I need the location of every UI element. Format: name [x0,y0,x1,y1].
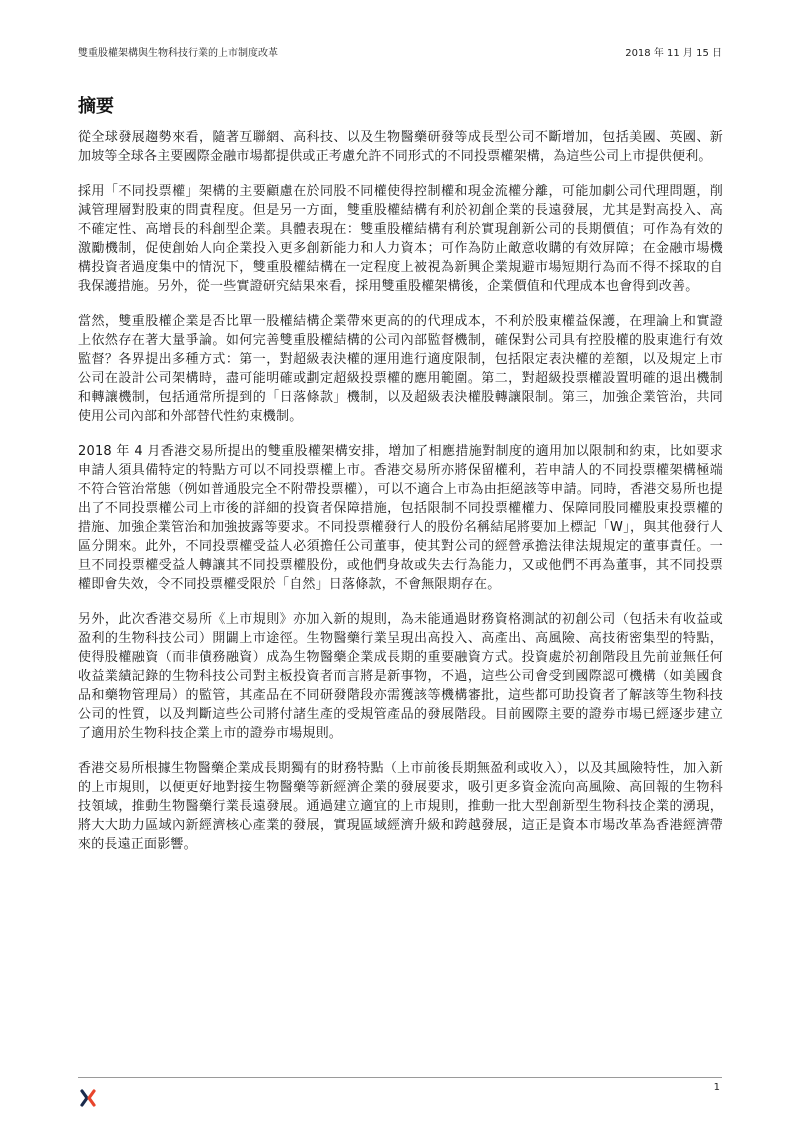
document-body [78,128,723,870]
paragraph-5: 另外，此次香港交易所《上市規則》亦加入新的規則，為未能通過財務資格測試的初創公司（包括未有收益或盈利的生物科技公司）開闢上市途徑。生物醫藥行業呈現出高投入、高產出、高風險、高技術密集型的特點，使得股權融資（而非債務融資）成為生物醫藥企業成長期的重要融資方式。投資處於初創階段且先前並無任何收益業績記錄的生物科技公司對主板投資者而言將是新事物，不過，這些公司會受到國際認可機構（如美國食品和藥物管理局）的監管，其產品在不同研發階段亦需獲該等機構審批，這些都可助投資者了解該等生物科技公司的性質，以及判斷這些公司將付諸生產的受規管產品的發展階段。目前國際主要的證券市場已經逐步建立了適用於生物科技企業上市的證券市場規則。 [78,612,723,741]
paragraph-3: 當然，雙重股權企業是否比單一股權結構企業帶來更高的的代理成本，不利於股東權益保護，在理論上和實證上依然存在著大量爭論。如何完善雙重股權結構的公司內部監督機制，確保對公司具有控股權的股東進行有效監督？各界提出多種方式：第一，對超級表決權的運用進行適度限制，包括限定表決權的差額，以及規定上市公司在設計公司架構時，盡可能明確或劃定超級投票權的應用範圍。第二，對超級投票權設置明確的退出機制和轉讓機制，包括通常所提到的「日落條款」機制，以及超級表決權股轉讓限制。第三，加強企業管治，共同使用公司內部和外部替代性約束機制。 [78,314,723,424]
section-title: 摘要 [78,96,114,117]
paragraph-4: 2018 年 4 月香港交易所提出的雙重股權架構安排，增加了相應措施對制度的適用加以限制和約束，比如要求申請人須具備特定的特點方可以不同投票權上市。香港交易所亦將保留權利，若申請人的不同投票權架構極端不符合管治常態（例如普通股完全不附帶投票權），可以不適合上市為由拒絕該等申請。同時，香港交易所也提出了不同投票權公司上市後的詳細的投資者保障措施，包括限制不同投票權權力、保障同股同權股東投票權的措施、加強企業管治和加強披露等要求。不同投票權發行人的股份名稱結尾將要加上標記「W」，與其他發行人區分開來。此外，不同投票權受益人必須擔任公司董事，使其對公司的經營承擔法律法規規定的董事責任。一旦不同投票權受益人轉讓其不同投票權股份，或他們身故或失去行為能力，又或他們不再為董事，其不同投票權即會失效，令不同投票權受限於「自然」日落條款，不會無限期存在。 [78,444,723,592]
paragraph-1: 從全球發展趨勢來看，隨著互聯網、高科技、以及生物醫藥研發等成長型公司不斷增加，包括美國、英國、新加坡等全球各主要國際金融市場都提供或正考慮允許不同形式的不同投票權架構，為這些公司上市提供便利。 [78,130,723,164]
header-document-title: 雙重股權架構與生物科技行業的上市制度改革 [78,48,278,59]
hkex-logo-icon [78,1088,98,1108]
header-date: 2018 年 11 月 15 日 [625,48,722,59]
page-number: 1 [713,1082,720,1093]
paragraph-6: 香港交易所根據生物醫藥企業成長期獨有的財務特點（上市前後長期無盈利或收入），以及其風險特性，加入新的上市規則，以便更好地對接生物醫藥等新經濟企業的發展要求，吸引更多資金流向高風險、高回報的生物科技領域，推動生物醫藥行業長遠發展。通過建立適宜的上市規則，推動一批大型創新型生物科技企業的湧現，將大大助力區域內新經濟核心產業的發展，實現區域經濟升級和跨越發展，這正是資本市場改革為香港經濟帶來的長遠正面影響。 [78,761,723,852]
footer-divider [78,1077,722,1078]
paragraph-2: 採用「不同投票權」架構的主要顧慮在於同股不同權使得控制權和現金流權分離，可能加劇公司代理問題，削減管理層對股東的問責程度。但是另一方面，雙重股權結構有利於初創企業的長遠發展，尤其是對高投入、高不確定性、高增長的科創型企業。具體表現在：雙重股權結構有利於實現創新公司的長期價值；可作為有效的激勵機制，促使創始人向企業投入更多創新能力和人力資本；可作為防止敵意收購的有效屏障；在金融市場機構投資者過度集中的情況下，雙重股權結構在一定程度上被視為新興企業規避市場短期行為而不得不採取的自我保護措施。另外，從一些實證研究結果來看，採用雙重股權架構後，企業價值和代理成本也會得到改善。 [78,184,723,294]
